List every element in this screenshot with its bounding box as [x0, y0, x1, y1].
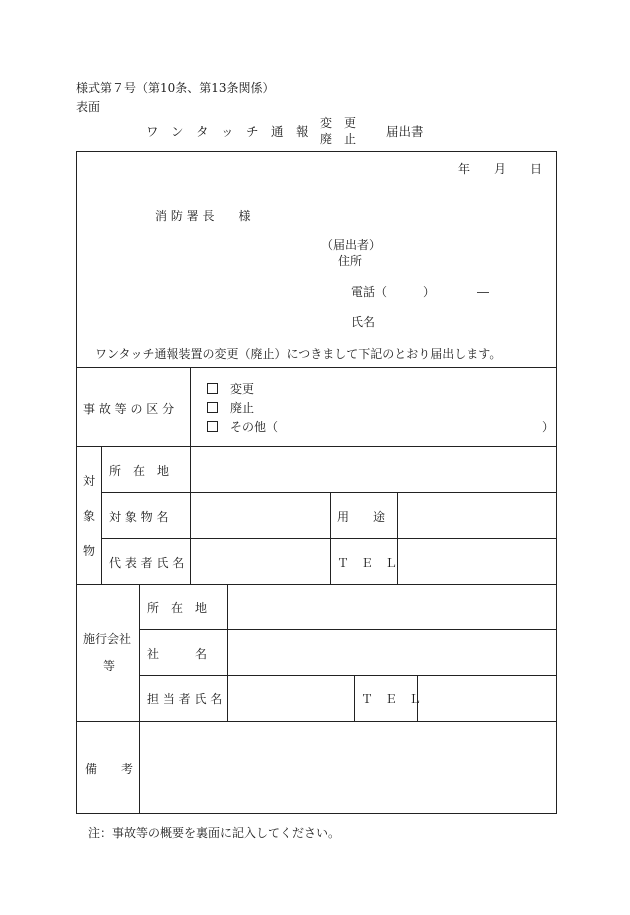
- contractor-group-line1: 施行会社: [83, 632, 132, 646]
- form-title-suffix: 届出書: [386, 124, 424, 139]
- contractor-group-line: [139, 584, 140, 814]
- contractor-group-line2: 等: [103, 659, 116, 673]
- divider-contractor-1: [139, 629, 556, 630]
- divider-contractor: [77, 721, 556, 722]
- category-label: 事 故 等 の 区 分: [83, 402, 175, 416]
- option-other[interactable]: その他（: [207, 418, 278, 435]
- footnote: 注：事故等の概要を裏面に記入してください。: [88, 826, 341, 840]
- target-group-char-2: 象: [83, 509, 96, 523]
- contractor-label-line: [227, 584, 228, 721]
- target-location-label: 所 在 地: [109, 464, 170, 478]
- checkbox-icon: [207, 383, 218, 394]
- target-label-line: [190, 446, 191, 584]
- target-name-label: 対 象 物 名: [109, 510, 169, 524]
- form-side-label: 表面: [76, 100, 101, 114]
- divider-target: [77, 584, 556, 585]
- divider-target-1: [101, 492, 556, 493]
- option-abolish[interactable]: 廃止: [207, 399, 254, 416]
- target-group-char-1: 対: [83, 474, 96, 488]
- addressee: 消 防 署 長 様: [155, 209, 251, 223]
- contractor-tel-label: Ｔ Ｅ Ｌ: [361, 692, 422, 706]
- target-group-line: [101, 446, 102, 584]
- divider-category: [77, 446, 556, 447]
- form-number: 様式第７号（第10条、第13条関係）: [76, 81, 275, 95]
- form-title-change: 変 更: [320, 116, 357, 130]
- date-month: 月: [494, 162, 507, 176]
- form-title-abolish: 廃 止: [320, 132, 357, 146]
- phone-label: 電話（ ） ―: [351, 285, 490, 299]
- contractor-location-label: 所 在 地: [147, 601, 208, 615]
- checkbox-icon: [207, 402, 218, 413]
- name-label: 氏名: [351, 315, 376, 329]
- form-title-main: ワ ン タ ッ チ 通 報: [146, 124, 309, 139]
- divider-target-2: [101, 538, 556, 539]
- target-tel-label: Ｔ Ｅ Ｌ: [337, 556, 398, 570]
- target-mid-line-2: [397, 492, 398, 584]
- divider-notice: [77, 367, 556, 368]
- contractor-mid-line: [354, 675, 355, 721]
- target-rep-label: 代 表 者 氏 名: [109, 556, 185, 570]
- notifier-label: （届出者）: [321, 238, 382, 252]
- target-mid-line: [330, 492, 331, 584]
- statement: ワンタッチ通報装置の変更（廃止）につきまして下記のとおり届出します。: [95, 347, 502, 361]
- date-day: 日: [530, 162, 543, 176]
- option-change[interactable]: 変更: [207, 380, 254, 397]
- remarks-label: 備 考: [85, 762, 134, 776]
- address-label: 住所: [338, 254, 363, 268]
- contractor-company-label: 社 名: [147, 647, 208, 661]
- divider-contractor-2: [139, 675, 556, 676]
- contractor-person-label: 担 当 者 氏 名: [147, 692, 223, 706]
- option-other-close: ）: [542, 420, 555, 434]
- notification-form: [76, 151, 557, 814]
- date-year: 年: [458, 162, 471, 176]
- target-usage-label: 用 途: [337, 510, 386, 524]
- checkbox-icon: [207, 421, 218, 432]
- target-group-char-3: 物: [83, 544, 96, 558]
- category-column-line: [190, 367, 191, 447]
